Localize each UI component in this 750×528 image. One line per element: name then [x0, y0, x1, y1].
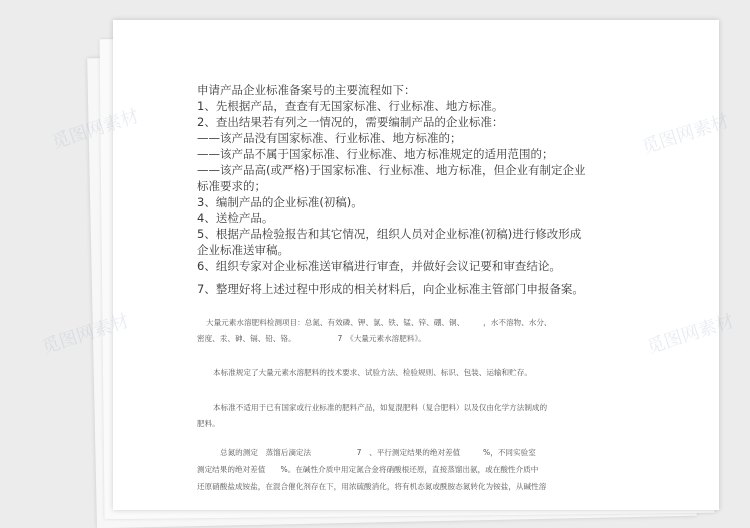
doc-small-line: 总氮的测定 蒸馏后滴定法 7 、平行测定结果的绝对差值 %，不同实验室 [220, 448, 536, 457]
document-page [113, 20, 719, 510]
doc-intro: 申请产品企业标准备案号的主要流程如下： [197, 83, 416, 97]
watermark: 觅图网素材 [639, 110, 732, 159]
doc-line: 3、编制产品的企业标准(初稿)。 [197, 195, 363, 209]
doc-small-line: 密度、汞、砷、镉、铅、铬。 7 《大量元素水溶肥料》。 [197, 334, 426, 343]
doc-line: 2、查出结果若有列之一情况的，需要编制产品的企业标准： [197, 115, 504, 129]
doc-small-line: 还原硝酸盐成铵盐，在混合催化剂存在下，用浓硫酸消化，将有机态氮或酰胺态氮转化为铵盐，从碱性溶 [197, 482, 547, 491]
doc-small-line: 大量元素水溶肥料检测项目：总氮、有效磷、钾、氯、铁、锰、锌、硼、铜、 ，水不溶物、水分、 [206, 318, 552, 327]
doc-line: 7、整理好将上述过程中形成的相关材料后，向企业标准主管部门申报备案。 [197, 282, 584, 296]
doc-line: 5、根据产品检验报告和其它情况，组织人员对企业标准(初稿)进行修改形成 [197, 227, 582, 241]
doc-line: ——该产品不属于国家标准、行业标准、地方标准规定的适用范围的； [197, 147, 554, 161]
doc-line: 企业标准送审稿。 [197, 243, 289, 257]
doc-line: 6、组织专家对企业标准送审稿进行审查，并做好会议记要和审查结论。 [197, 259, 561, 273]
doc-small-line: 测定结果的绝对差值 %。在碱性介质中用定氮合金将硝酸根还原，直接蒸馏出氨，或在酸性介质中 [197, 465, 539, 474]
doc-line: 标准要求的； [197, 179, 266, 193]
doc-small-line: 本标准不适用于已有国家或行业标准的肥料产品，如复混肥料（复合肥料）以及仅由化学方法制成的 [213, 403, 548, 412]
watermark: 觅图网素材 [49, 105, 142, 154]
doc-line: 1、先根据产品，查查有无国家标准、行业标准、地方标准。 [197, 99, 504, 113]
watermark: 觅图网素材 [644, 310, 737, 359]
doc-line: ——该产品没有国家标准、行业标准、地方标准的； [197, 131, 462, 145]
doc-small-line: 肥料。 [197, 419, 220, 428]
doc-line: 4、送检产品。 [197, 211, 274, 225]
doc-small-line: 本标准规定了大量元素水溶肥料的技术要求、试验方法、检验规则、标识、包装、运输和贮存。 [213, 368, 532, 377]
doc-line: ——该产品高(或严格)于国家标准、行业标准、地方标准，但企业有制定企业 [197, 163, 586, 177]
watermark: 觅图网素材 [39, 310, 132, 359]
